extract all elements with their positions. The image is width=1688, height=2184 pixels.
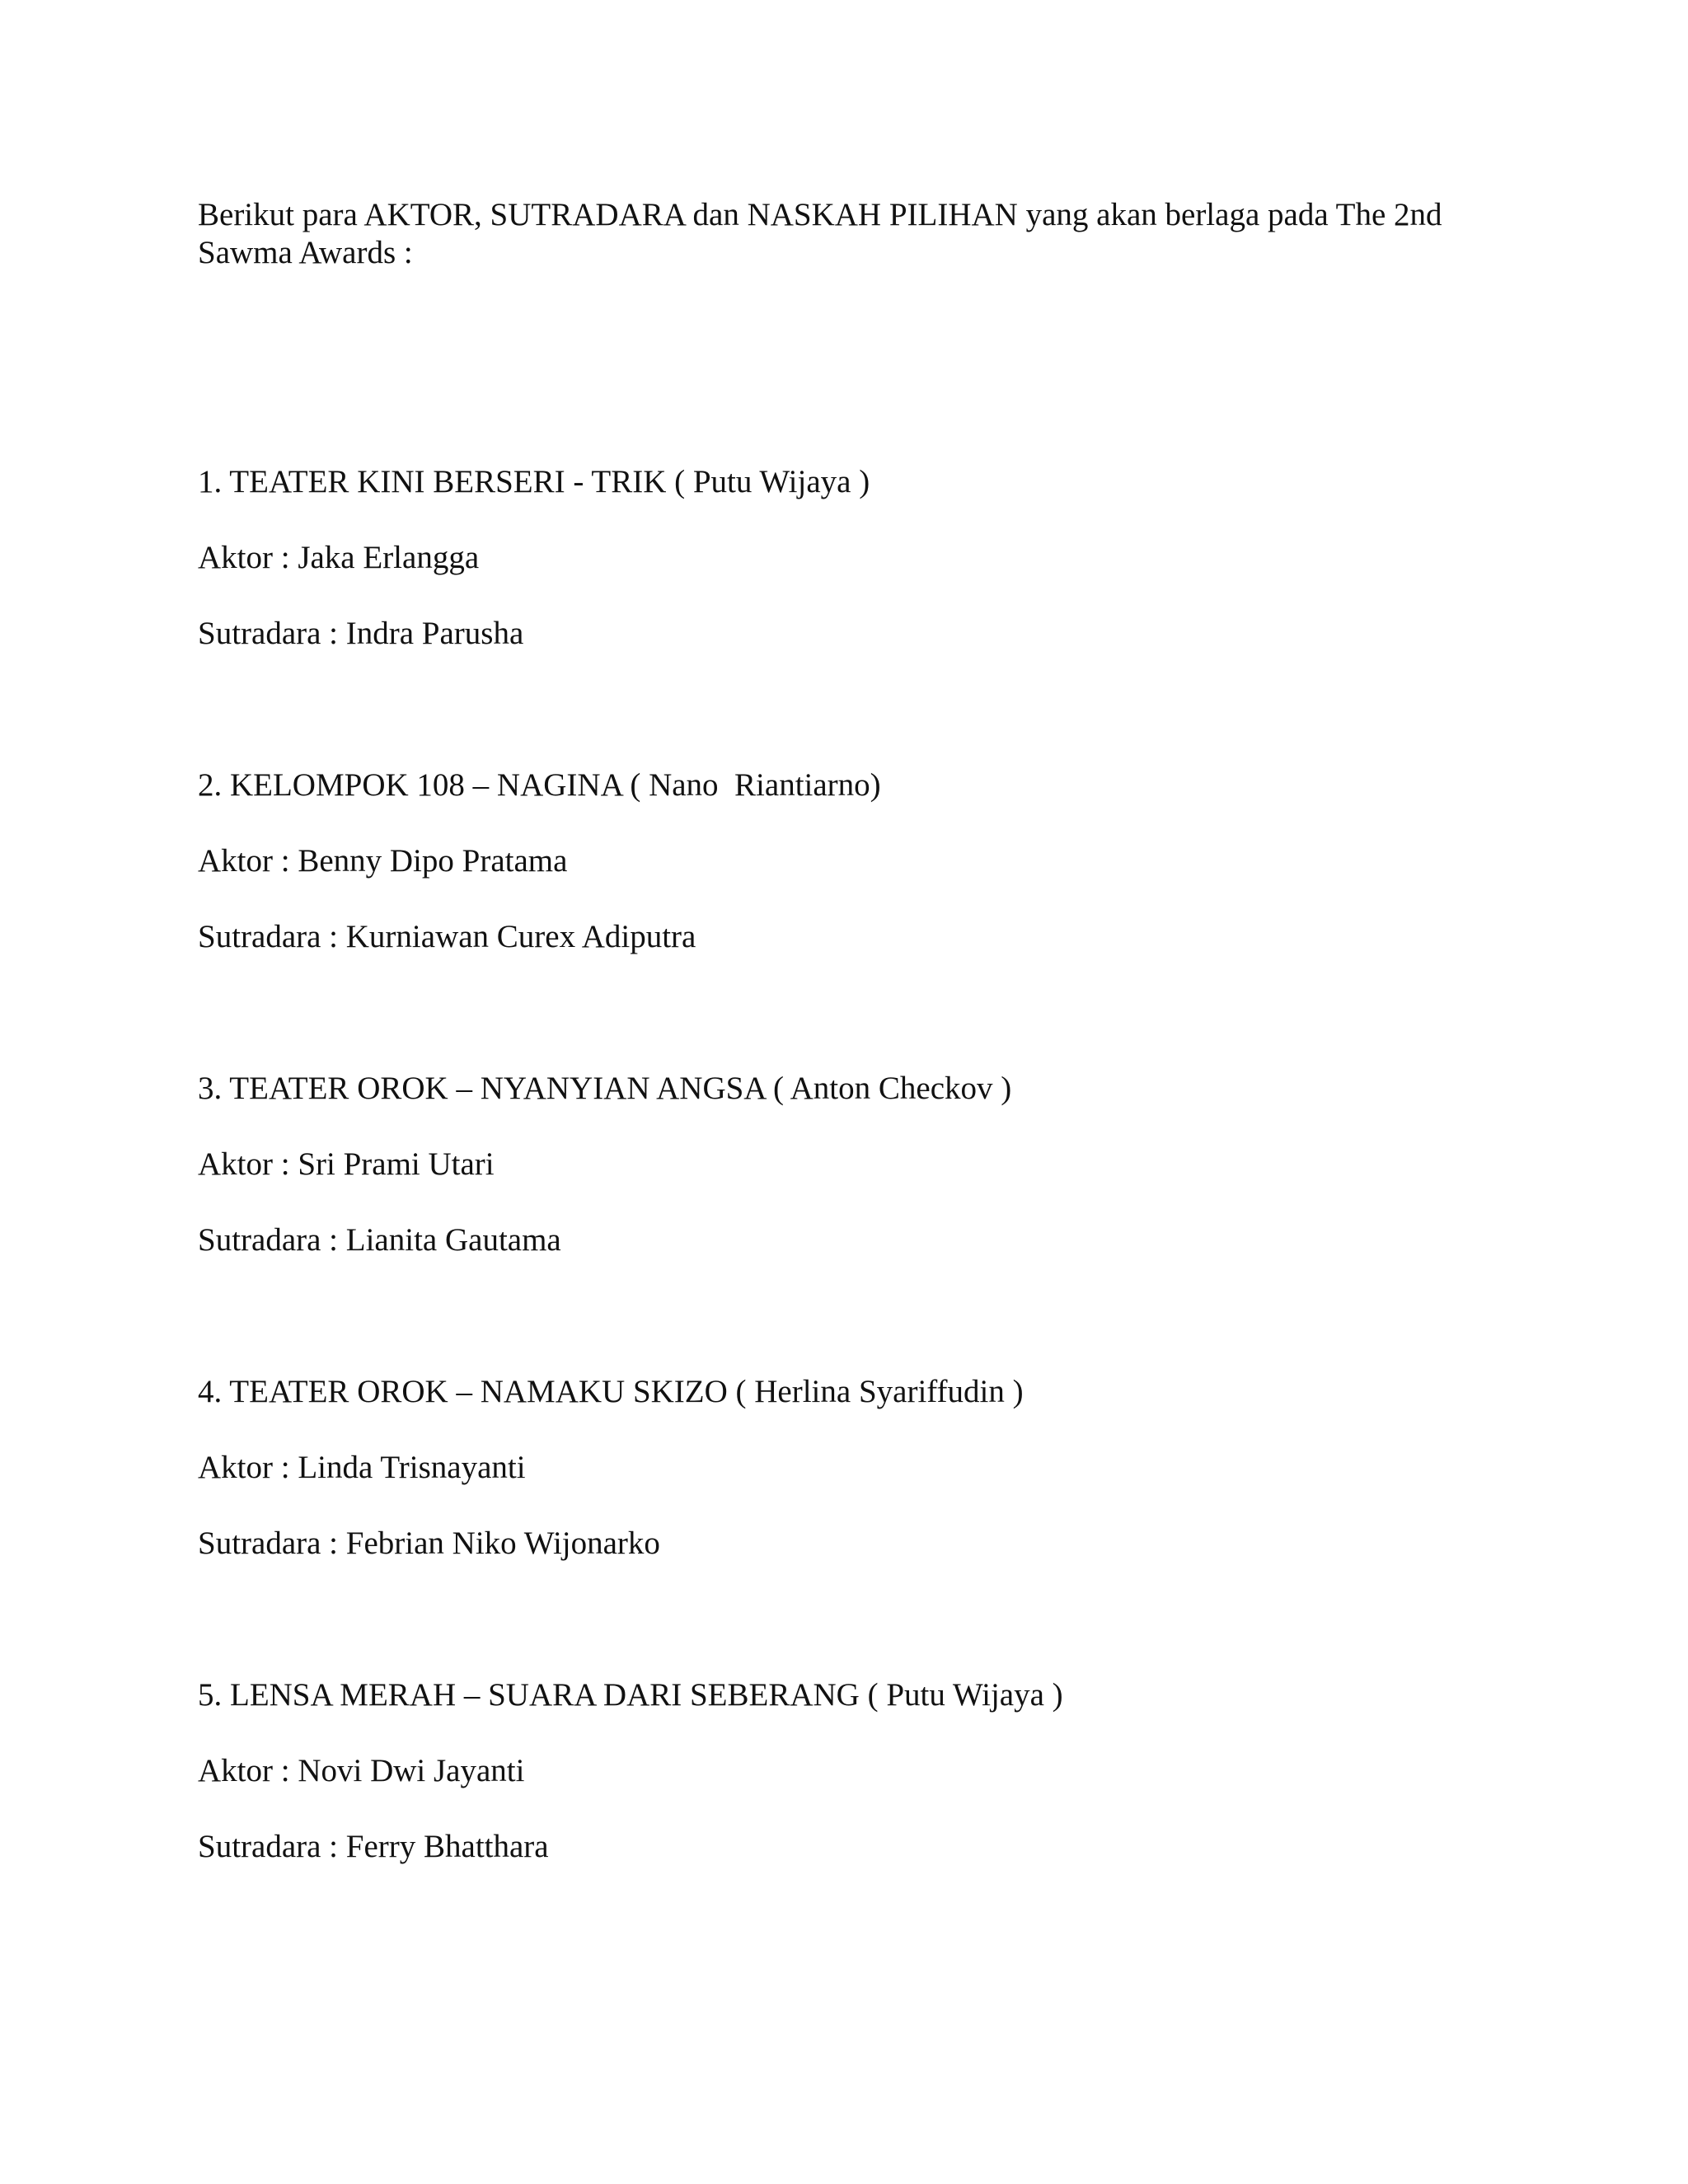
intro-paragraph: Berikut para AKTOR, SUTRADARA dan NASKAH PILIHAN yang akan berlaga pada The 2nd Sawma Awards : (198, 197, 1442, 270)
entry-4-title: 4. TEATER OROK – NAMAKU SKIZO ( Herlina Syariffudin ) (198, 1374, 1024, 1409)
entry-1-title: 1. TEATER KINI BERSERI - TRIK ( Putu Wijaya ) (198, 464, 870, 499)
entry-5-title: 5. LENSA MERAH – SUARA DARI SEBERANG ( Putu Wijaya ) (198, 1677, 1063, 1713)
entry-2-director: Sutradara : Kurniawan Curex Adiputra (198, 919, 696, 954)
entry-5-director: Sutradara : Ferry Bhatthara (198, 1829, 549, 1864)
entry-4-actor: Aktor : Linda Trisnayanti (198, 1450, 526, 1485)
entry-4-director: Sutradara : Febrian Niko Wijonarko (198, 1526, 660, 1561)
entry-5-actor: Aktor : Novi Dwi Jayanti (198, 1753, 525, 1788)
entry-2-actor: Aktor : Benny Dipo Pratama (198, 843, 568, 879)
entry-3-actor: Aktor : Sri Prami Utari (198, 1146, 495, 1182)
entry-1-director: Sutradara : Indra Parusha (198, 616, 524, 651)
entry-3-title: 3. TEATER OROK – NYANYIAN ANGSA ( Anton Checkov ) (198, 1071, 1012, 1106)
entry-3-director: Sutradara : Lianita Gautama (198, 1222, 561, 1258)
entry-2-title: 2. KELOMPOK 108 – NAGINA ( Nano Riantiarno) (198, 767, 881, 803)
entry-1-actor: Aktor : Jaka Erlangga (198, 540, 480, 575)
